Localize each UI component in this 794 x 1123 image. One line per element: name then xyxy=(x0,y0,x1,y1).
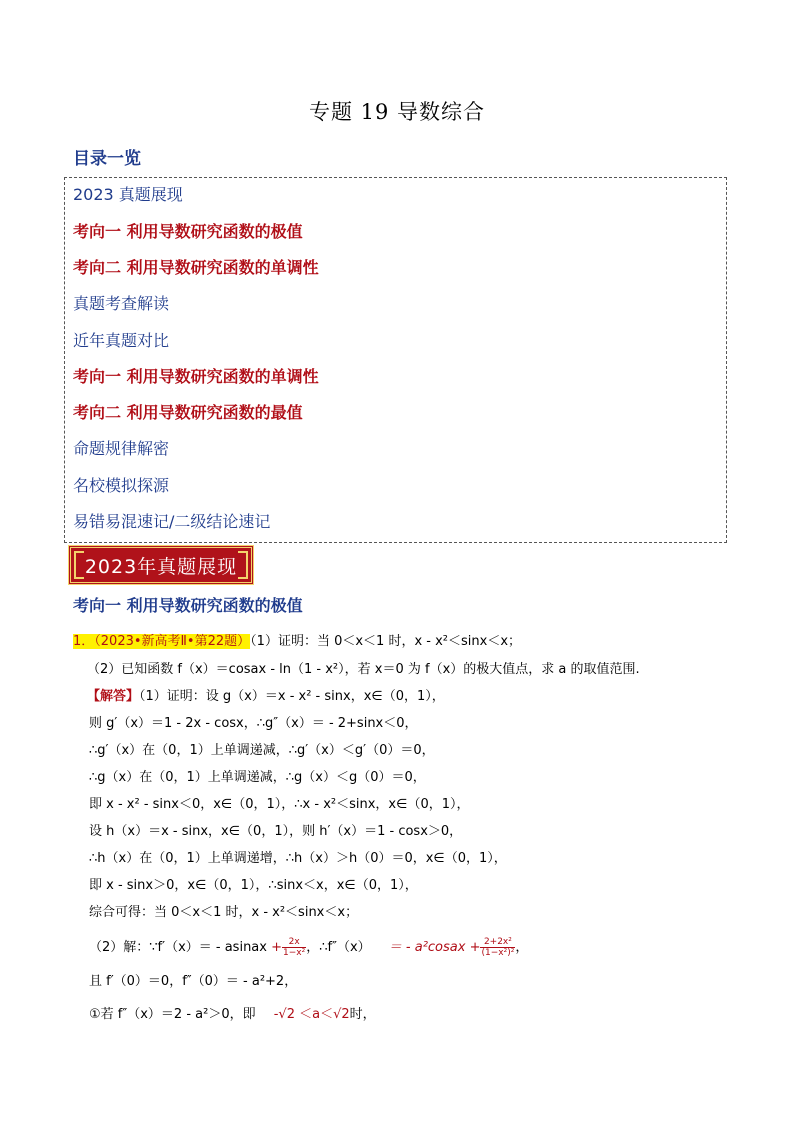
fraction-2: $\frac{\text{2+2x²}}{\text{(1−x²)²}}$ xyxy=(481,937,515,958)
solution-line-1-text: （1）证明：设 g（x）＝x - x² - sinx，x∈（0，1）， xyxy=(139,689,445,704)
solution-line-3: ∴g′（x）在（0，1）上单调递减，∴g′（x）＜g′（0）＝0， xyxy=(89,743,435,758)
problem-part2: （2）已知函数 f（x）＝cosax - ln（1 - x²），若 x＝0 为 f（x）的极大值点，求 a 的取值范围. xyxy=(87,662,640,677)
toc-item-maximum[interactable]: 考向二 利用导数研究函数的最值 xyxy=(73,403,303,422)
part2-expression: ＝ - a²cosax + xyxy=(388,940,481,955)
solution-line-6: 设 h（x）＝x - sinx，x∈（0，1），则 h′（x）＝1 - cosx＞0， xyxy=(89,824,463,839)
problem-source-suffix: 题） xyxy=(224,634,251,649)
problem-header xyxy=(73,630,521,649)
solution-case1: ①若 f″（x）＝2 - a²＞0，即 -√2 ＜a＜√2时， xyxy=(89,1007,376,1022)
solution-part2: （2）解：∵f′（x）＝ - asinax + $\frac{2x}{\text{1−x²}}$ ，∴f″（x） ＝ - a²cosax + $\frac{\text{2+2x²}}{\text{(1−x²)²}}$ ， xyxy=(89,937,529,958)
solution-line-8: 即 x - sinx＞0，x∈（0，1），∴sinx＜x，x∈（0，1）， xyxy=(89,878,418,893)
solution-line-5: 即 x - x² - sinx＜0，x∈（0，1），∴x - x²＜sinx，x∈（0，1）， xyxy=(89,797,470,812)
part2-derivative: （2）解：∵f′（x）＝ - asinax xyxy=(89,940,267,955)
problem-part1: （1）证明：当 0＜x＜1 时，x - x²＜sinx＜x； xyxy=(250,634,522,649)
toc-heading: 目录一览 xyxy=(73,149,141,169)
toc-item-2023[interactable]: 2023 真题展现 xyxy=(73,185,183,204)
solution-label: 【解答】 xyxy=(87,689,140,704)
solution-line-2: 则 g′（x）＝1 - 2x - cosx，∴g″（x）＝ - 2+sinx＜0， xyxy=(89,716,418,731)
problem-source-prefix: （2023•新高考Ⅱ•第 xyxy=(94,634,208,649)
solution-line-7: ∴h（x）在（0，1）上单调递增，∴h（x）＞h（0）＝0，x∈（0，1）， xyxy=(89,851,507,866)
part2-second-derivative: ，∴f″（x） xyxy=(306,940,371,955)
solution-line-4: ∴g（x）在（0，1）上单调递减，∴g（x）＜g（0）＝0， xyxy=(89,770,426,785)
case1-condition: ①若 f″（x）＝2 - a²＞0，即 xyxy=(89,1007,256,1022)
toc-item-extremum[interactable]: 考向一 利用导数研究函数的极值 xyxy=(73,222,303,241)
solution-line-9: 综合可得：当 0＜x＜1 时，x - x²＜sinx＜x； xyxy=(89,905,359,920)
fraction-1: $\frac{2x}{\text{1−x²}}$ xyxy=(283,937,306,958)
problem-source-num: 22 xyxy=(207,634,225,649)
case1-range: -√2 ＜a＜√2 xyxy=(273,1007,350,1022)
toc-item-mock[interactable]: 名校模拟探源 xyxy=(73,476,170,495)
problem-number: 1． xyxy=(73,634,95,649)
banner-text: 2023年真题展现 xyxy=(84,555,238,578)
solution-f0-line: 且 f′（0）＝0，f″（0）＝ - a²+2， xyxy=(89,974,298,989)
toc-item-mistakes[interactable]: 易错易混速记/二级结论速记 xyxy=(73,512,271,531)
section-title: 考向一 利用导数研究函数的极值 xyxy=(73,596,303,615)
page-title: 专题 19 导数综合 xyxy=(308,100,486,124)
toc-item-comparison[interactable]: 近年真题对比 xyxy=(73,331,170,350)
toc-item-monotonicity[interactable]: 考向二 利用导数研究函数的单调性 xyxy=(73,258,319,277)
section-banner xyxy=(68,545,254,585)
toc-item-monotonicity-2[interactable]: 考向一 利用导数研究函数的单调性 xyxy=(73,367,319,386)
toc-item-analysis[interactable]: 真题考查解读 xyxy=(73,294,170,313)
table-of-contents xyxy=(64,177,727,543)
solution-line-1 xyxy=(87,685,445,704)
toc-item-patterns[interactable]: 命题规律解密 xyxy=(73,439,170,458)
